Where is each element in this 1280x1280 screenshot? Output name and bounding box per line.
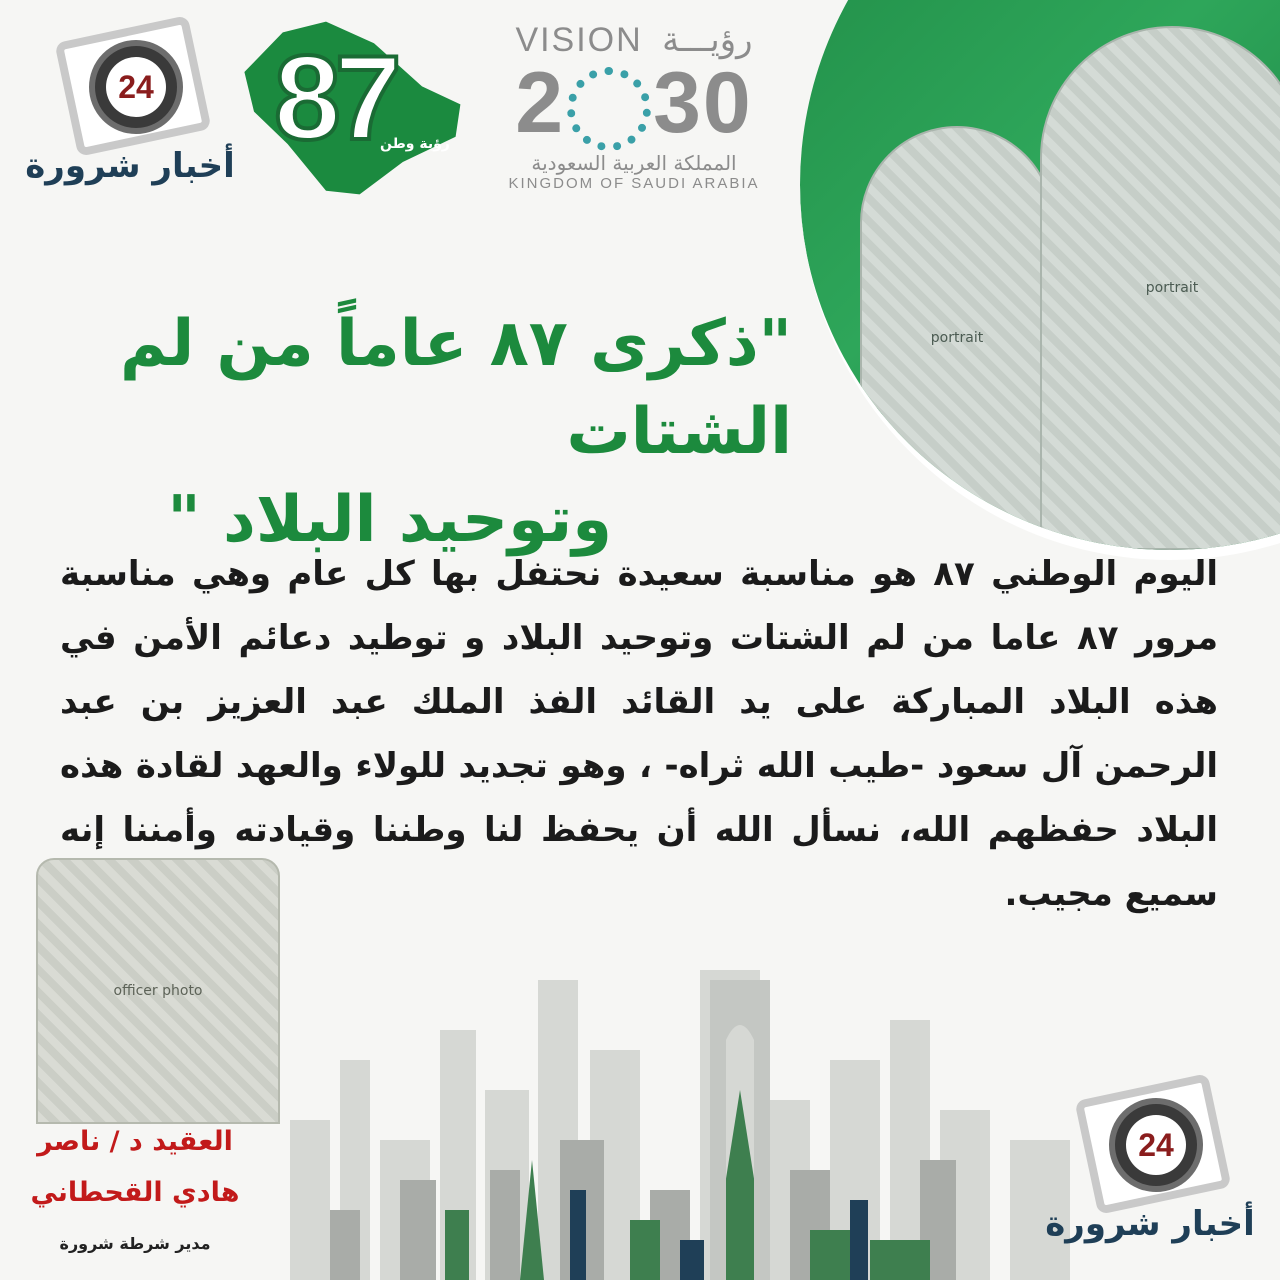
vision-2030-logo xyxy=(494,20,774,192)
officer-photo-placeholder: officer photo xyxy=(36,858,280,1124)
news-logo-top xyxy=(20,22,240,186)
vision-country-en: KINGDOM OF SAUDI ARABIA xyxy=(508,175,760,193)
city-skyline-illustration xyxy=(270,940,1090,1280)
headline xyxy=(32,300,792,564)
camera-logo-icon xyxy=(55,22,205,142)
logo-name: أخبار شرورة xyxy=(1045,1204,1255,1244)
national-day-number: 87 xyxy=(274,31,396,165)
vision-year-right: 30 xyxy=(653,55,753,151)
national-day-87-logo xyxy=(230,18,470,198)
headline-line1: "ذكرى ٨٧ عاماً من لم الشتات xyxy=(120,307,792,469)
portrait-placeholder-right: portrait xyxy=(1040,26,1280,550)
logo-number: 24 xyxy=(1126,1115,1186,1175)
logo-name: أخبار شرورة xyxy=(25,146,235,186)
officer-name-line2: هادي القحطاني xyxy=(30,1177,240,1208)
camera-logo-icon xyxy=(1075,1080,1225,1200)
body-paragraph: اليوم الوطني ٨٧ هو مناسبة سعيدة نحتفل بها كل عام وهي مناسبة مرور ٨٧ عاما من لم الشتات وتوحيد البلاد و توطيد دعائم الأمن في هذه البلاد المباركة على يد القائد الفذ الملك عبد العزيز بن عبد الرحمن آل سعود -طيب الله ثراه- ، وهو تجديد للولاء والعهد لقادة هذه البلاد حفظهم الله، نسأل الله أن يحفظ لنا وطننا وقيادته وأمننا إنه سميع مجيب. xyxy=(60,554,1219,914)
news-logo-bottom xyxy=(1040,1080,1260,1244)
vision-emblem-icon xyxy=(567,67,651,151)
vision-country-ar: المملكة العربية السعودية xyxy=(531,151,737,176)
headline-line2: وتوحيد البلاد " xyxy=(167,483,612,557)
vision-year-left: 2 xyxy=(515,55,566,151)
vision-arabic: رؤيـــة xyxy=(662,21,753,59)
logo-number: 24 xyxy=(106,57,166,117)
vision-latin: VISION xyxy=(515,21,643,59)
officer-role: مدير شرطة شرورة xyxy=(59,1234,211,1253)
national-day-tag: رؤية وطن xyxy=(380,136,450,152)
flag-portrait-disk xyxy=(800,0,1280,560)
officer-name-line1: العقيد د / ناصر xyxy=(37,1126,233,1157)
portrait-placeholder-left: portrait xyxy=(860,126,1054,550)
